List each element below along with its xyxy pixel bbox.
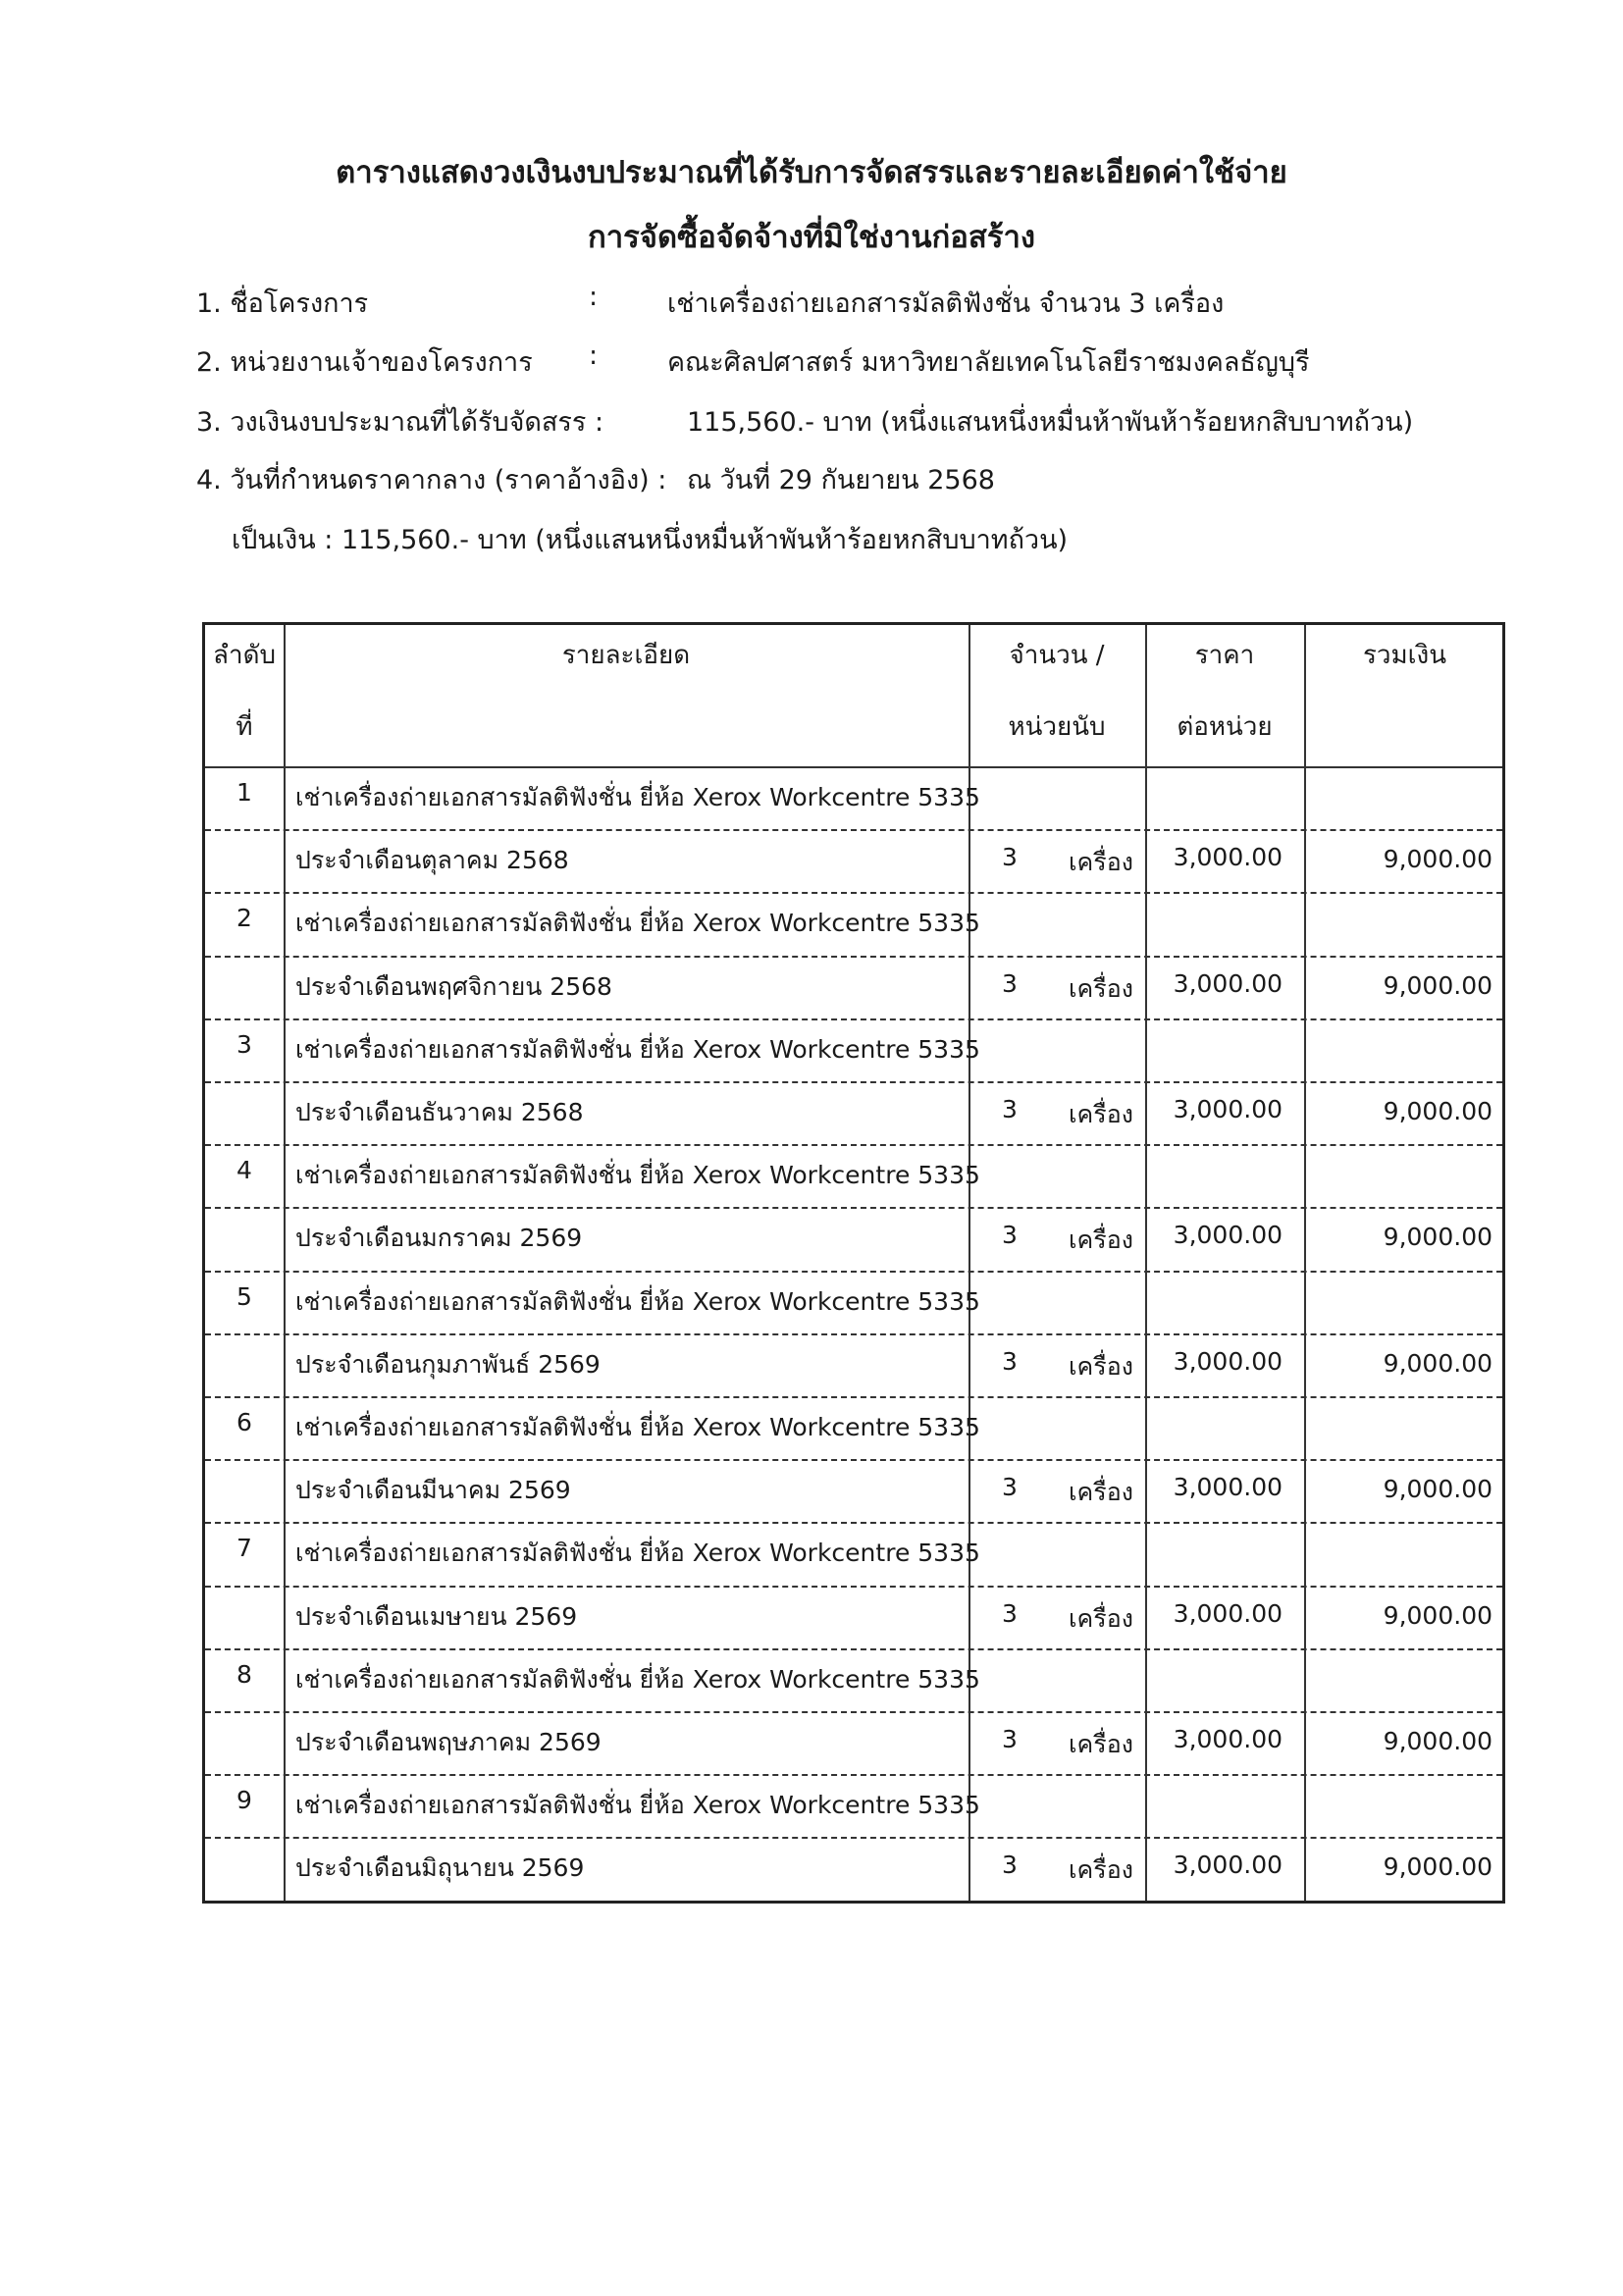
document-title-line2: การจัดซื้อจัดจ้างที่มิใช่งานก่อสร้าง xyxy=(587,220,1036,255)
header-divider xyxy=(205,766,1502,768)
row-number: 6 xyxy=(236,1408,252,1436)
row-number: 2 xyxy=(236,904,252,933)
row-dashed-divider xyxy=(205,1081,1502,1083)
row-dashed-divider xyxy=(205,1586,1502,1588)
row-month: ประจำเดือนตุลาคม 2568 xyxy=(295,846,569,875)
row-dashed-divider xyxy=(205,1459,1502,1461)
budget-value: 115,560.- บาท (หนึ่งแสนหนึ่งหมื่นห้าพันห้าร้อยหกสิบบาทถ้วน) xyxy=(687,407,1414,438)
row-dashed-divider xyxy=(205,1711,1502,1713)
row-divider xyxy=(205,1144,1502,1146)
row-total: 9,000.00 xyxy=(1383,1223,1492,1252)
row-number: 1 xyxy=(236,778,252,807)
row-unit-price: 3,000.00 xyxy=(1173,843,1283,872)
row-unit: เครื่อง xyxy=(1069,1478,1133,1507)
project-owner-label: 2. หน่วยงานเจ้าของโครงการ xyxy=(196,347,533,378)
row-unit-price: 3,000.00 xyxy=(1173,1598,1283,1628)
project-name-label: 1. ชื่อโครงการ xyxy=(196,288,369,319)
row-month: ประจำเดือนมีนาคม 2569 xyxy=(295,1476,571,1505)
row-description: เช่าเครื่องถ่ายเอกสารมัลติฟังชั่น ยี่ห้อ Xerox Workcentre 5335 xyxy=(295,1286,980,1316)
row-unit: เครื่อง xyxy=(1069,1100,1133,1128)
row-dashed-divider xyxy=(205,1333,1502,1335)
row-unit-price: 3,000.00 xyxy=(1173,1095,1283,1123)
row-unit-price: 3,000.00 xyxy=(1173,968,1283,998)
row-unit: เครื่อง xyxy=(1069,1603,1133,1633)
header-qty-line1: จำนวน / xyxy=(1009,641,1105,670)
row-total: 9,000.00 xyxy=(1383,1097,1492,1125)
row-description: เช่าเครื่องถ่ายเอกสารมัลติฟังชั่น ยี่ห้อ Xerox Workcentre 5335 xyxy=(295,1664,980,1694)
row-month: ประจำเดือนธันวาคม 2568 xyxy=(295,1098,584,1126)
budget-label: 3. วงเงินงบประมาณที่ได้รับจัดสรร : xyxy=(196,407,604,438)
project-name-colon: : xyxy=(589,282,599,312)
row-total: 9,000.00 xyxy=(1383,970,1492,1000)
header-no-line2: ที่ xyxy=(236,712,253,742)
row-unit: เครื่อง xyxy=(1069,1855,1133,1885)
row-quantity: 3 xyxy=(1002,1851,1018,1880)
row-unit: เครื่อง xyxy=(1069,1351,1133,1381)
row-unit-price: 3,000.00 xyxy=(1173,1473,1283,1502)
row-total: 9,000.00 xyxy=(1383,1727,1492,1755)
row-divider xyxy=(205,892,1502,894)
row-total: 9,000.00 xyxy=(1383,1600,1492,1630)
project-name-value: เช่าเครื่องถ่ายเอกสารมัลติฟังชั่น จำนวน 3 เครื่อง xyxy=(667,288,1225,319)
row-divider xyxy=(205,1522,1502,1524)
expense-table xyxy=(202,622,1505,1904)
row-description: เช่าเครื่องถ่ายเอกสารมัลติฟังชั่น ยี่ห้อ Xerox Workcentre 5335 xyxy=(295,1034,980,1064)
row-total: 9,000.00 xyxy=(1383,1348,1492,1378)
row-divider xyxy=(205,1018,1502,1020)
row-quantity: 3 xyxy=(1002,1598,1018,1628)
row-unit-price: 3,000.00 xyxy=(1173,1725,1283,1753)
document-title-line1: ตารางแสดงวงเงินงบประมาณที่ได้รับการจัดสรรและรายละเอียดค่าใช้จ่าย xyxy=(336,155,1287,190)
row-unit: เครื่อง xyxy=(1069,973,1133,1003)
row-description: เช่าเครื่องถ่ายเอกสารมัลติฟังชั่น ยี่ห้อ Xerox Workcentre 5335 xyxy=(295,1791,980,1820)
row-unit: เครื่อง xyxy=(1069,1226,1133,1255)
column-divider xyxy=(1304,625,1306,1901)
header-price-line1: ราคา xyxy=(1194,641,1255,670)
row-quantity: 3 xyxy=(1002,1346,1018,1376)
project-owner-value: คณะศิลปศาสตร์ มหาวิทยาลัยเทคโนโลยีราชมงคลธัญบุรี xyxy=(667,347,1310,378)
row-number: 3 xyxy=(236,1029,252,1059)
row-number: 4 xyxy=(236,1156,252,1185)
header-qty-line2: หน่วยนับ xyxy=(1008,712,1106,742)
row-quantity: 3 xyxy=(1002,1095,1018,1123)
row-description: เช่าเครื่องถ่ายเอกสารมัลติฟังชั่น ยี่ห้อ Xerox Workcentre 5335 xyxy=(295,1539,980,1568)
row-unit: เครื่อง xyxy=(1069,848,1133,877)
row-description: เช่าเครื่องถ่ายเอกสารมัลติฟังชั่น ยี่ห้อ Xerox Workcentre 5335 xyxy=(295,783,980,811)
reference-amount: เป็นเงิน : 115,560.- บาท (หนึ่งแสนหนึ่งหมื่นห้าพันห้าร้อยหกสิบบาทถ้วน) xyxy=(232,525,1069,555)
row-month: ประจำเดือนมิถุนายน 2569 xyxy=(295,1853,585,1883)
row-month: ประจำเดือนพฤศจิกายน 2568 xyxy=(295,971,612,1001)
header-total: รวมเงิน xyxy=(1362,641,1447,670)
row-month: ประจำเดือนกุมภาพันธ์ 2569 xyxy=(295,1349,601,1379)
row-dashed-divider xyxy=(205,1837,1502,1839)
row-quantity: 3 xyxy=(1002,968,1018,998)
header-detail: รายละเอียด xyxy=(561,641,691,670)
column-divider xyxy=(284,625,286,1901)
row-number: 8 xyxy=(236,1659,252,1689)
column-divider xyxy=(1145,625,1147,1901)
row-total: 9,000.00 xyxy=(1383,1475,1492,1504)
row-total: 9,000.00 xyxy=(1383,845,1492,874)
row-month: ประจำเดือนเมษายน 2569 xyxy=(295,1601,578,1631)
row-quantity: 3 xyxy=(1002,843,1018,872)
row-divider xyxy=(205,1396,1502,1398)
row-dashed-divider xyxy=(205,956,1502,958)
row-dashed-divider xyxy=(205,1207,1502,1209)
row-unit-price: 3,000.00 xyxy=(1173,1346,1283,1376)
header-no-line1: ลำดับ xyxy=(213,641,276,670)
row-number: 7 xyxy=(236,1534,252,1563)
row-unit-price: 3,000.00 xyxy=(1173,1221,1283,1250)
reference-date-value: ณ วันที่ 29 กันยายน 2568 xyxy=(687,465,995,496)
row-month: ประจำเดือนพฤษภาคม 2569 xyxy=(295,1728,602,1756)
row-number: 5 xyxy=(236,1281,252,1311)
row-total: 9,000.00 xyxy=(1383,1852,1492,1882)
row-description: เช่าเครื่องถ่ายเอกสารมัลติฟังชั่น ยี่ห้อ Xerox Workcentre 5335 xyxy=(295,1161,980,1190)
row-unit-price: 3,000.00 xyxy=(1173,1851,1283,1880)
row-month: ประจำเดือนมกราคม 2569 xyxy=(295,1224,583,1253)
row-description: เช่าเครื่องถ่ายเอกสารมัลติฟังชั่น ยี่ห้อ Xerox Workcentre 5335 xyxy=(295,1413,980,1441)
row-quantity: 3 xyxy=(1002,1221,1018,1250)
header-price-line2: ต่อหน่วย xyxy=(1177,712,1273,742)
row-quantity: 3 xyxy=(1002,1473,1018,1502)
row-divider xyxy=(205,1774,1502,1776)
row-description: เช่าเครื่องถ่ายเอกสารมัลติฟังชั่น ยี่ห้อ Xerox Workcentre 5335 xyxy=(295,909,980,938)
row-dashed-divider xyxy=(205,829,1502,831)
row-unit: เครื่อง xyxy=(1069,1730,1133,1758)
reference-date-label: 4. วันที่กำหนดราคากลาง (ราคาอ้างอิง) : xyxy=(196,465,667,496)
row-divider xyxy=(205,1648,1502,1650)
row-number: 9 xyxy=(236,1786,252,1815)
row-divider xyxy=(205,1271,1502,1273)
project-owner-colon: : xyxy=(589,340,599,371)
row-quantity: 3 xyxy=(1002,1725,1018,1753)
